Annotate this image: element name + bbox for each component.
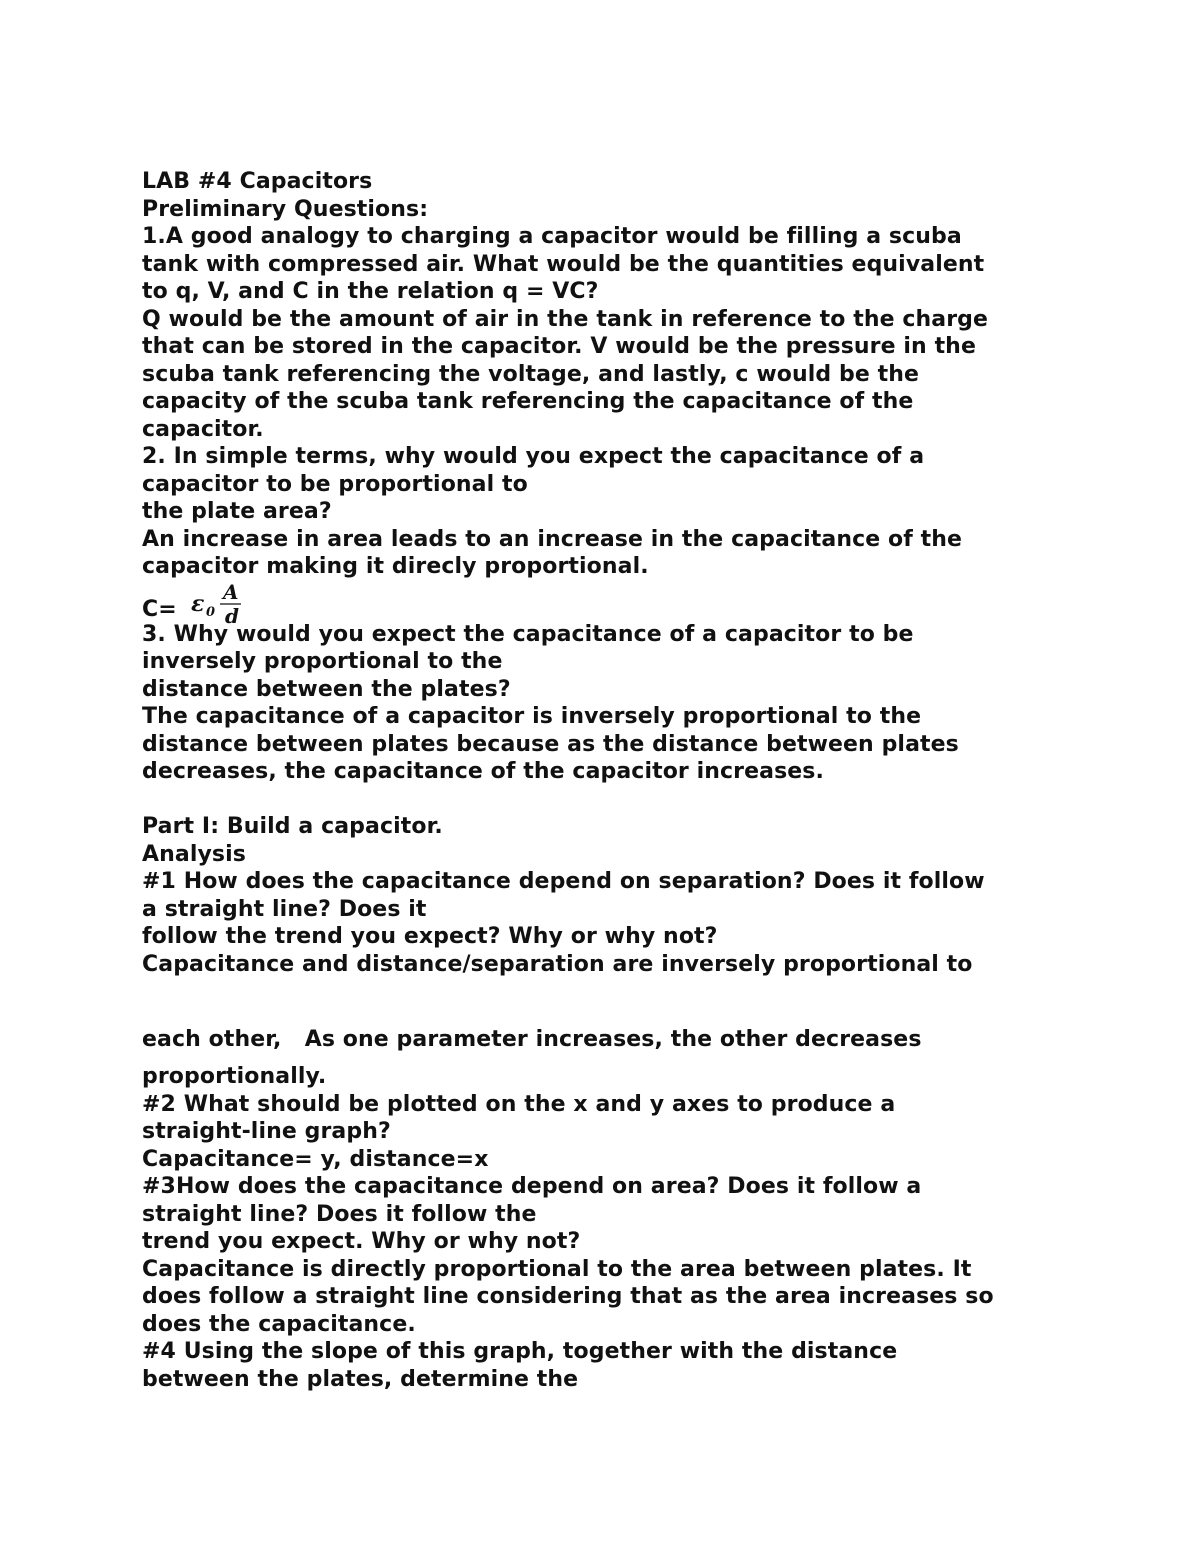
capacitance-formula bbox=[142, 580, 1062, 627]
answer-1-line: scuba tank referencing the voltage, and lastly, c would be the bbox=[142, 361, 919, 387]
analysis-1-line: #1 How does the capacitance depend on separation? Does it follow bbox=[142, 869, 985, 894]
question-2-line: capacitor to be proportional to bbox=[142, 471, 528, 497]
formula-fraction bbox=[189, 581, 249, 627]
formula-epsilon: ε bbox=[190, 590, 205, 617]
question-1-line: tank with compressed air. What would be the quantities equivalent bbox=[142, 251, 985, 277]
answer-3-line: distance between plates because as the distance between plates bbox=[142, 731, 959, 757]
answer-1-line: that can be stored in the capacitor. V would be the pressure in the bbox=[142, 334, 976, 359]
lab-title: LAB #4 Capacitors bbox=[142, 169, 373, 194]
formula-lhs: C= bbox=[142, 596, 177, 622]
answer-2-line: An increase in area leads to an increase in the capacitance of the bbox=[142, 526, 963, 552]
document-body bbox=[142, 168, 1062, 1393]
blank-line bbox=[142, 786, 1062, 814]
section-heading: Preliminary Questions: bbox=[142, 196, 429, 222]
analysis-1-line: a straight line? Does it bbox=[142, 896, 427, 922]
analysis-3-answer-line: Capacitance is directly proportional to the area between plates. It bbox=[142, 1256, 972, 1282]
answer-1-line: capacity of the scuba tank referencing the capacitance of the bbox=[142, 389, 914, 414]
formula-subscript: 0 bbox=[205, 604, 215, 620]
answer-1-line: capacitor. bbox=[142, 416, 264, 442]
question-1-line: 1.A good analogy to charging a capacitor would be filling a scuba bbox=[142, 224, 962, 249]
analysis-2-line: #2 What should be plotted on the x and y axes to produce a bbox=[142, 1091, 896, 1117]
answer-3-line: decreases, the capacitance of the capacitor increases. bbox=[142, 759, 824, 784]
analysis-3-answer-line: does follow a straight line considering that as the area increases so bbox=[142, 1284, 994, 1309]
analysis-3-line: trend you expect. Why or why not? bbox=[142, 1229, 581, 1254]
analysis-1-answer-line: proportionally. bbox=[142, 1064, 327, 1089]
analysis-heading: Analysis bbox=[142, 841, 246, 867]
question-2-line: the plate area? bbox=[142, 499, 332, 524]
analysis-2-line: straight-line graph? bbox=[142, 1119, 391, 1144]
question-2-line: 2. In simple terms, why would you expect the capacitance of a bbox=[142, 444, 925, 469]
analysis-2-answer-line: Capacitance= y, distance=x bbox=[142, 1146, 489, 1172]
question-1-line: to q, V, and C in the relation q = VC? bbox=[142, 279, 599, 304]
analysis-4-line: #4 Using the slope of this graph, together with the distance bbox=[142, 1339, 898, 1364]
part-heading: Part I: Build a capacitor. bbox=[142, 814, 443, 839]
analysis-1-answer-line: Capacitance and distance/separation are inversely proportional to bbox=[142, 951, 973, 977]
analysis-3-line: straight line? Does it follow the bbox=[142, 1201, 537, 1227]
blank-line bbox=[142, 978, 1062, 1026]
answer-3-line: The capacitance of a capacitor is inversely proportional to the bbox=[142, 704, 922, 729]
analysis-3-line: #3How does the capacitance depend on area? Does it follow a bbox=[142, 1174, 922, 1199]
analysis-3-answer-line: does the capacitance. bbox=[142, 1311, 416, 1337]
answer-2-line: capacitor making it direcly proportional. bbox=[142, 554, 649, 579]
formula-numerator: A bbox=[222, 580, 239, 604]
question-3-line: 3. Why would you expect the capacitance of a capacitor to be bbox=[142, 621, 914, 647]
answer-1-line: Q would be the amount of air in the tank in reference to the charge bbox=[142, 306, 989, 332]
question-3-line: inversely proportional to the bbox=[142, 649, 503, 674]
formula-denominator: d bbox=[224, 603, 239, 627]
analysis-1-answer-line: each other, As one parameter increases, the other decreases bbox=[142, 1027, 922, 1052]
question-3-line: distance between the plates? bbox=[142, 676, 511, 702]
analysis-4-line: between the plates, determine the bbox=[142, 1366, 579, 1392]
analysis-1-line: follow the trend you expect? Why or why not? bbox=[142, 924, 718, 949]
